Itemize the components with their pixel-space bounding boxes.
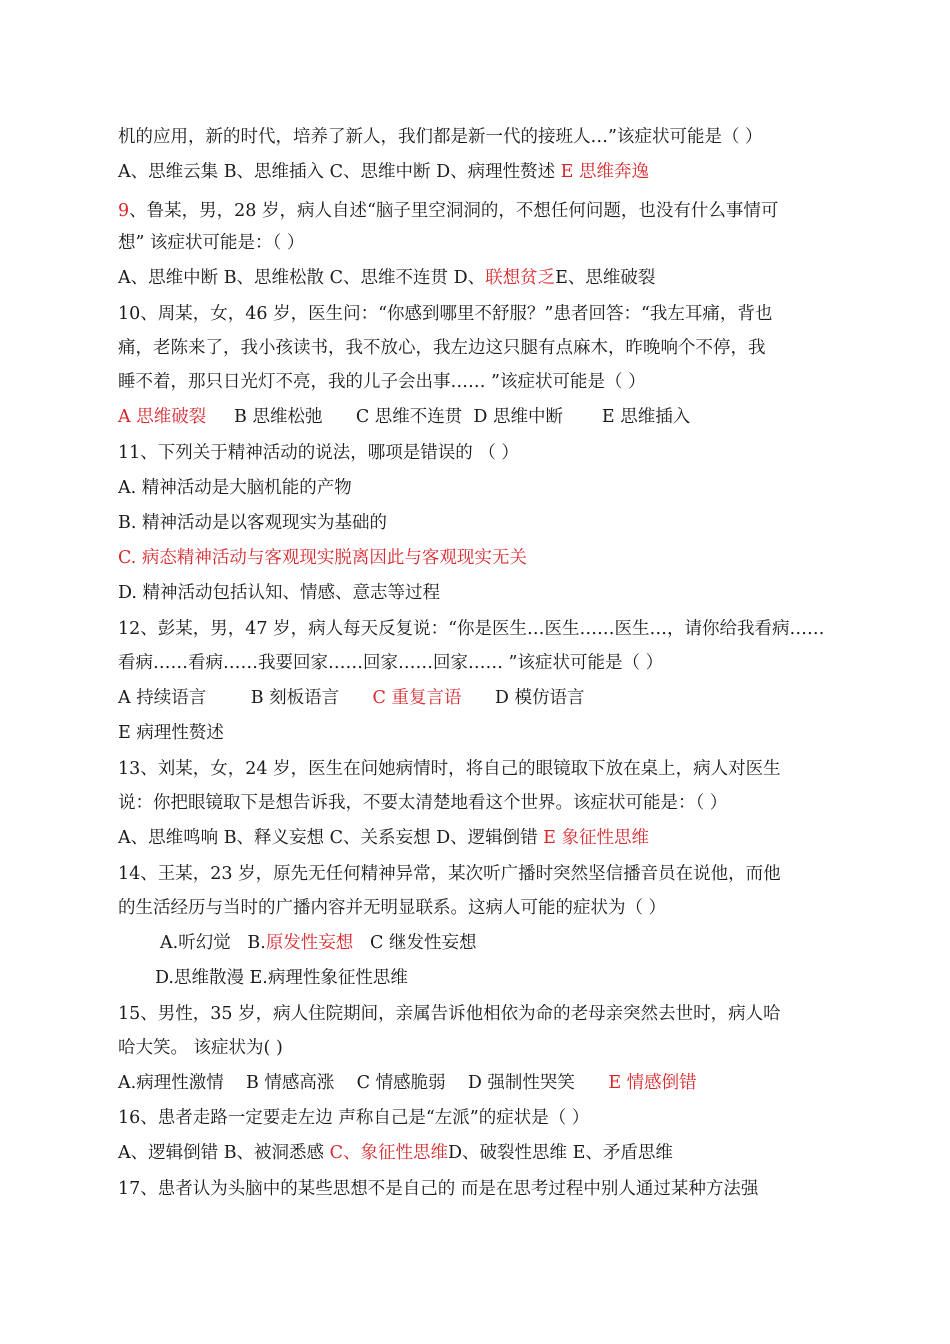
q13-options xyxy=(118,826,838,850)
q13-stem-line2: 说：你把眼镜取下是想告诉我，不要太清楚地看这个世界。该症状可能是：（ ） xyxy=(118,793,728,813)
q14-stem-line2: 的生活经历与当时的广播内容并无明显联系。这病人可能的症状为（ ） xyxy=(118,898,667,918)
q8-options xyxy=(118,160,838,184)
q12-options-tail: D 模仿语言 xyxy=(461,688,585,708)
q16-stem: 16、患者走路一定要走左边 声称自己是“左派”的症状是（ ） xyxy=(118,1108,590,1128)
q8-options-text: A、思维云集 B、思维插入 C、思维中断 D、病理性赘述 xyxy=(118,162,561,182)
q9-answer: 联想贫乏 xyxy=(485,268,556,288)
q17-stem-line1: 17、患者认为头脑中的某些思想不是自己的 而是在思考过程中别人通过某种方法强 xyxy=(118,1179,759,1199)
q12-answer: C 重复言语 xyxy=(372,688,462,708)
q14-options-row2: D.思维散漫 E.病理性象征性思维 xyxy=(155,968,408,988)
q16-answer: C、象征性思维 xyxy=(329,1143,449,1163)
q11-option-d: D. 精神活动包括认知、情感、意志等过程 xyxy=(118,583,441,603)
q9-stem-line2: 想” 该症状可能是：（ ） xyxy=(118,233,305,253)
q16-options xyxy=(118,1141,838,1165)
q10-stem-line1: 10、周某，女，46 岁，医生问：“你感到哪里不舒服？”患者回答：“我左耳痛，背也 xyxy=(118,304,773,324)
q14-stem-line1: 14、王某，23 岁，原先无任何精神异常，某次听广播时突然坚信播音员在说他，而他 xyxy=(118,864,781,884)
q12-option-e: E 病理性赘述 xyxy=(118,723,224,743)
q9-options-tail: E、思维破裂 xyxy=(555,268,656,288)
q13-stem-line1: 13、刘某，女，24 岁，医生在问她病情时，将自己的眼镜取下放在桌上，病人对医生 xyxy=(118,759,781,779)
q10-stem-line2: 痛，老陈来了，我小孩读书，我不放心，我左边这只腿有点麻木，昨晚响个不停，我 xyxy=(118,338,766,358)
q8-stem-continuation: 机的应用，新的时代，培养了新人，我们都是新一代的接班人…”该症状可能是（ ） xyxy=(118,127,763,147)
q12-stem-line2: 看病……看病……我要回家……回家……回家…… ”该症状可能是（ ） xyxy=(118,653,664,673)
q10-options-text: B 思维松弛 C 思维不连贯 D 思维中断 E 思维插入 xyxy=(206,407,691,427)
q9-options xyxy=(118,266,838,290)
q15-stem-line1: 15、男性，35 岁，病人住院期间，亲属告诉他相依为命的老母亲突然去世时，病人哈 xyxy=(118,1004,781,1024)
q10-options xyxy=(118,405,838,429)
q14-options-text: A.听幻觉 B. xyxy=(160,933,266,953)
q14-options-row1 xyxy=(160,931,880,955)
q11-option-c-answer: C. 病态精神活动与客观现实脱离因此与客观现实无关 xyxy=(118,548,527,568)
q9-number: 9 xyxy=(118,201,130,221)
q8-answer: E 思维奔逸 xyxy=(560,162,650,182)
q9-stem-text: 、鲁某，男，28 岁，病人自述“脑子里空洞洞的，不想任何问题，也没有什么事情可 xyxy=(129,201,779,221)
q14-options-tail: C 继发性妄想 xyxy=(353,933,477,953)
q11-option-b: B. 精神活动是以客观现实为基础的 xyxy=(118,513,387,533)
q16-options-tail: D、破裂性思维 E、矛盾思维 xyxy=(448,1143,673,1163)
q15-options-text: A.病理性激情 B 情感高涨 C 情感脆弱 D 强制性哭笑 xyxy=(118,1073,609,1093)
q11-stem: 11、下列关于精神活动的说法，哪项是错误的 （ ） xyxy=(118,443,519,463)
q15-answer: E 情感倒错 xyxy=(608,1073,697,1093)
q15-stem-line2: 哈大笑。 该症状为( ) xyxy=(118,1038,283,1058)
q13-options-text: A、思维鸣响 B、释义妄想 C、关系妄想 D、逻辑倒错 xyxy=(118,828,544,848)
q13-answer: E 象征性思维 xyxy=(543,828,650,848)
q12-stem-line1: 12、彭某，男，47 岁，病人每天反复说：“你是医生…医生……医生…，请你给我看病…… xyxy=(118,619,825,639)
q9-options-text: A、思维中断 B、思维松散 C、思维不连贯 D、 xyxy=(118,268,486,288)
q12-options-text: A 持续语言 B 刻板语言 xyxy=(118,688,373,708)
q15-options xyxy=(118,1071,838,1095)
q12-options xyxy=(118,686,838,710)
q10-answer: A 思维破裂 xyxy=(118,407,207,427)
q11-option-a: A. 精神活动是大脑机能的产物 xyxy=(118,478,352,498)
q16-options-text: A、逻辑倒错 B、被洞悉感 xyxy=(118,1143,330,1163)
q14-answer: 原发性妄想 xyxy=(265,933,354,953)
q9-stem-line1 xyxy=(118,199,838,223)
q10-stem-line3: 睡不着，那只日光灯不亮，我的儿子会出事…… ”该症状可能是（ ） xyxy=(118,372,646,392)
